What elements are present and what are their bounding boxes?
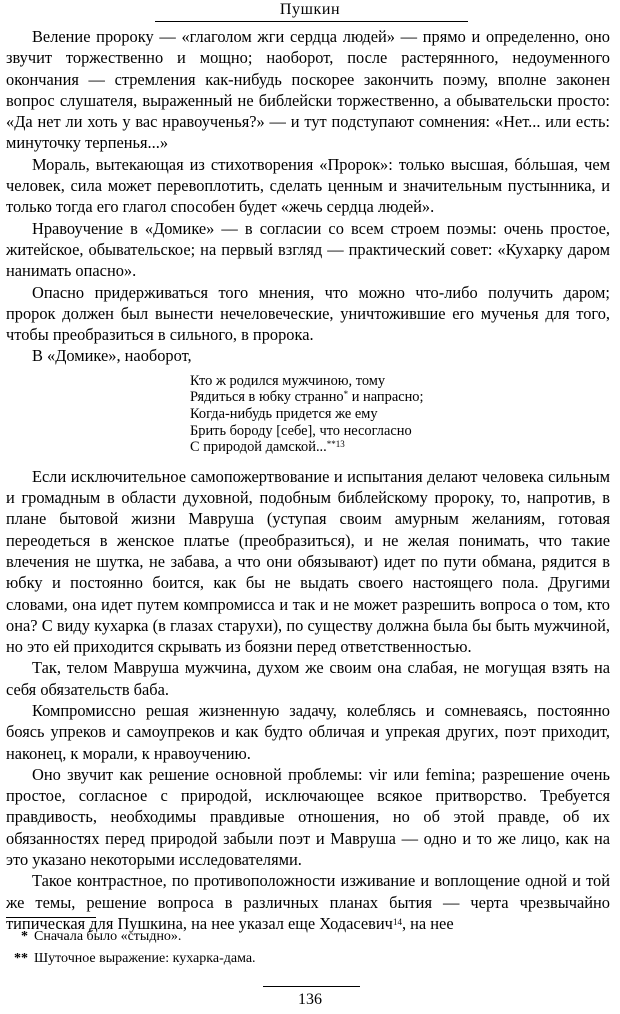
footnote-text: Сначала было «стыдно». [34,929,182,944]
page-number: 136 [298,991,322,1008]
footnote-mark: ** [14,951,28,966]
page-number-rule [263,986,360,987]
poem-line [190,389,610,406]
poem-quote [190,373,610,456]
paragraph [6,870,610,934]
paragraph: Веление пророку — «глаголом жги сердца людей» — прямо и определенно, оно звучит торжественно и мощно; наоборот, после растерянного, недоуменного окончания — стремления как-нибудь поскорее закончить поэму, вполне законен вопрос слушателя, выраженный не библейски торжественно, а обывательски просто: «Да нет ли хоть у вас нравоученья?» — и тут подступают сомнения: «Нет... или есть: минуточку терпенья...» [6,27,610,153]
paragraph: Если исключительное самопожертвование и испытания делают человека сильным и громадным в области духовной, подобным библейскому пророку, то, напротив, в плане бытовой жизни Мавруша (уступая своим амурным желаниям, готовая переодеться в женское платье (преобразиться), и не желая понимать, что такие влечения не шутка, не забава, а что они обязывают) идет по пути обмана, рядится в юбку и постоянно боится, как бы не выдать своего настоящего пола. Другими словами, она идет путем компромисса и так и не может разрешить вопроса о том, кто она? С виду кухарка (в глазах старухи), по существу должна была бы быть мужчиной, но это ей приходится скрывать из боязни перед ответственностью. [6,466,610,657]
poem-line [190,439,610,456]
paragraph: Нравоучение в «Домике» — в согласии со всем строем поэмы: очень простое, житейское, обывательское; на первый взгляд — практический совет: «Кухарку даром нанимать опасно». [6,218,610,281]
footnote-marker: * [343,389,349,400]
paragraph-text: Такое контрастное, по противоположности изживание и воплощение одной и той же темы, решение вопроса в различных планах бытия — черта чрезвычайно типическая для Пушкина, на нее указал еще Ходасевич [6,871,610,933]
poem-line-text: С природой дамской... [190,439,327,456]
paragraph: Опасно придерживаться того мнения, что можно что-либо получить даром; пророк должен был вынести нечеловеческие, уничтожившие его мученья для того, чтобы преобразиться в сильного, в пророка. [6,282,610,345]
poem-line: Когда-нибудь придется же ему [190,405,378,422]
paragraph: Компромиссно решая жизненную задачу, колеблясь и сомневаясь, постоянно боясь упреков и самоупреков и как будто обличая и упрекая других, поэт приходит, наконец, к морали, к нравоучению. [6,700,610,763]
footnote-rule [6,917,96,918]
poem-line: Кто ж родился мужчиною, тому [190,372,386,389]
footnote [6,948,606,970]
footnotes [6,926,606,970]
poem-line: Брить бороду [себе], что несогласно [190,422,412,439]
endnote-marker: 14 [392,916,402,927]
paragraph: Мораль, вытекающая из стихотворения «Пророк»: только высшая, бóльшая, чем человек, сила может перевоплотить, сделать ценным и значительным пустынника, и только тогда его глагол способен будет «жечь сердца людей». [6,154,610,217]
footnote [6,926,606,948]
paragraph: В «Домике», наоборот, [32,346,192,366]
paragraph-text-end: , на нее [401,913,454,933]
footnote-mark: * [21,929,28,944]
poem-line-end: и напрасно; [348,389,424,406]
header-rule [155,21,468,22]
body-text [6,26,610,934]
paragraph: Так, телом Мавруша мужчина, духом же своим она слабая, не могущая взять на себя обязательств баба. [6,658,610,699]
footnote-marker: **13 [326,439,345,450]
poem-line-text: Рядиться в юбку странно [190,389,344,406]
running-header: Пушкин [279,1,341,18]
paragraph: Оно звучит как решение основной проблемы: vir или femina; разрешение очень простое, согласное с природой, исключающее всякое притворство. Требуется правдивость, необходимы правдивые отношения, но об этой правде, об их обязанностях перед природой забыли поэт и Мавруша — одно и то же лицо, как на это указано некоторыми исследователями. [6,764,610,870]
footnote-text: Шуточное выражение: кухарка-дама. [34,951,256,966]
